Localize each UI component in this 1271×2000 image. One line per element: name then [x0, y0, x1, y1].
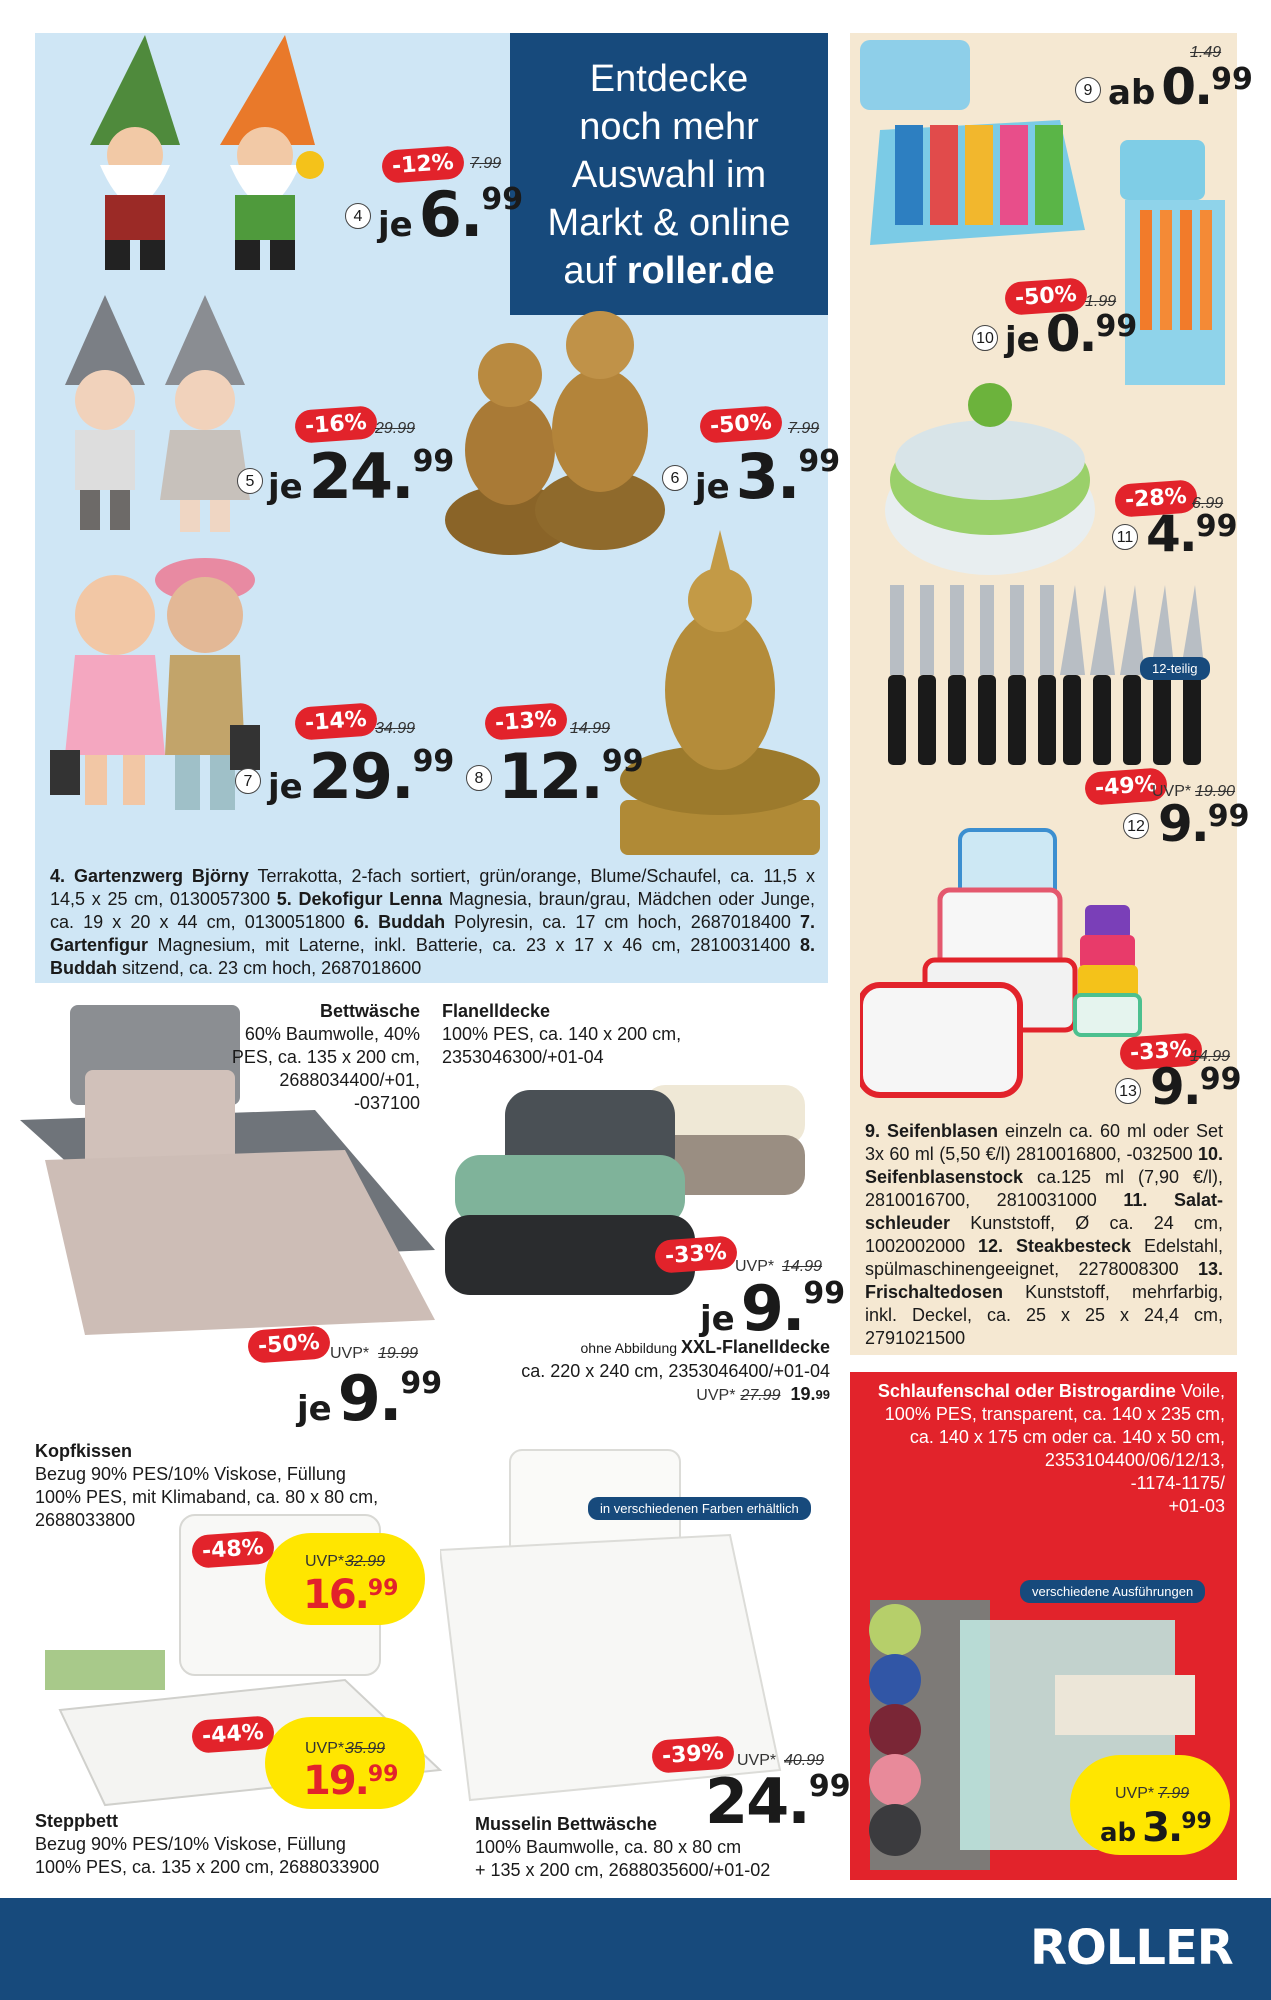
old-price: 35.99	[345, 1740, 386, 1757]
salad-spinner-image	[880, 370, 1100, 580]
old-price: 14.99	[782, 1258, 823, 1275]
bedding-label: Bettwäsche 60% Baumwolle, 40% PES, ca. 135 x 200 cm, 2688034400/+01, -037100	[231, 1001, 420, 1113]
price: je9.99	[297, 1362, 443, 1435]
old-price: 7.99	[470, 155, 502, 172]
colors-available-badge: in verschiedenen Farben erhältlich	[588, 1497, 811, 1520]
item-number: 9	[1075, 77, 1101, 103]
discount-badge: -50%	[247, 1325, 331, 1364]
banner-url: roller.de	[626, 250, 775, 292]
price: je9.99	[700, 1272, 846, 1345]
discount-badge: -44%	[191, 1715, 275, 1754]
old-price: 7.99	[1158, 1785, 1190, 1802]
old-price: 14.99	[570, 720, 611, 737]
old-price: 32.99	[345, 1553, 386, 1570]
flannel-label: Flanelldecke 100% PES, ca. 140 x 200 cm, 2353046300/+01-04	[442, 1001, 682, 1067]
curtain-label: Schlaufenschal oder Bistrogardine Voile, 100% PES, transparent, ca. 140 x 235 cm, ca. 140 x 175 cm oder ca. 140 x 50 cm, 2353104400/06/12/13, -1174-1175/ +01-03	[877, 1381, 1225, 1516]
uvp-label: UVP*	[735, 1258, 775, 1275]
item-number: 13	[1115, 1078, 1141, 1104]
set-size-badge: 12-teilig	[1140, 657, 1210, 680]
price: ab 0.99	[1108, 58, 1253, 116]
banner-line: noch mehr	[579, 106, 759, 148]
price: 24.99	[705, 1765, 851, 1838]
old-price: 7.99	[788, 420, 820, 437]
discount-badge: -28%	[1114, 479, 1198, 518]
banner-line: Entdecke	[589, 58, 749, 100]
discount-badge: -14%	[294, 702, 378, 741]
uvp-label: UVP*	[305, 1553, 345, 1570]
old-price: 1.99	[1085, 293, 1117, 310]
item-number: 8	[466, 765, 492, 791]
item-number: 10	[972, 325, 998, 351]
price: je6.99	[378, 178, 524, 251]
old-price: 6.99	[1192, 495, 1224, 512]
discount-badge: -33%	[654, 1235, 738, 1274]
price: 4.99	[1146, 505, 1238, 563]
item-number: 4	[345, 203, 371, 229]
banner-line: Markt & online	[547, 202, 791, 244]
old-price: 29.99	[375, 420, 416, 437]
old-price: 19.99	[378, 1345, 419, 1362]
bubble-display-image	[860, 40, 1100, 250]
discount-badge: -39%	[651, 1735, 735, 1774]
old-price: 34.99	[375, 720, 416, 737]
xxl-flannel-label: ohne Abbildung XXL-Flanelldecke ca. 220 x 240 cm, 2353046400/+01-04 UVP* 27.99 19.99	[521, 1337, 830, 1404]
uvp-label: UVP*	[330, 1345, 370, 1362]
item-number: 12	[1123, 813, 1149, 839]
roller-logo[interactable]: ROLLER	[1030, 1920, 1233, 1976]
price: je24.99	[268, 440, 455, 513]
old-price: 1.49	[1190, 44, 1222, 61]
price: 9.99	[1150, 1058, 1242, 1116]
item-number: 7	[235, 768, 261, 794]
discount-badge: -33%	[1119, 1032, 1203, 1071]
old-price: 40.99	[784, 1752, 825, 1769]
item-number: 6	[662, 465, 688, 491]
variants-badge: verschiedene Ausführungen	[1020, 1580, 1205, 1603]
uvp-label: UVP*	[1152, 783, 1192, 800]
garden-description: 4. Gartenzwerg Björny Terrakotta, 2-fach sortiert, grün/orange, Blume/Schaufel, ca. 11,5 x 14,5 x 25 cm, 0130057300 5. Dekofigur Lenna Magnesia, braun/grau, Mädchen oder Junge, ca. 19 x 20 x 44 cm, 0130051800 6. Buddah Polyresin, ca. 17 cm hoch, 2687018400 7. Gartenfigur Magnesium, mit Laterne, inkl. Batterie, ca. 23 x 17 x 46 cm, 2810031400 8. Buddah sitzend, ca. 23 cm hoch, 2687018600	[50, 866, 815, 978]
discount-badge: -12%	[381, 145, 465, 184]
deco-figure-image	[55, 285, 255, 540]
promo-banner[interactable]	[510, 33, 828, 315]
gnome-image	[70, 35, 340, 275]
discount-badge: -49%	[1084, 767, 1168, 806]
price: je3.99	[695, 440, 841, 513]
price: je 0.99	[1005, 305, 1138, 363]
steak-cutlery-image	[885, 585, 1215, 775]
old-price: 19.90	[1195, 783, 1236, 800]
price: 19.99	[303, 1758, 399, 1804]
uvp-label: UVP*	[737, 1752, 777, 1769]
item-number: 11	[1112, 524, 1138, 550]
discount-badge: -13%	[484, 702, 568, 741]
banner-line: Auswahl im	[571, 154, 767, 196]
pillow-label: Kopfkissen Bezug 90% PES/10% Viskose, Füllung 100% PES, mit Klimaband, ca. 80 x 80 cm, 2688033800	[35, 1441, 379, 1530]
food-containers-image	[860, 825, 1150, 1100]
price: je29.99	[268, 740, 455, 813]
price: 12.99	[498, 740, 644, 813]
discount-badge: -50%	[699, 405, 783, 444]
kitchen-description: 9. Seifenblasen einzeln ca. 60 ml oder Set 3x 60 ml (5,50 €/l) 2810016800, -032500 10. Seifenblasenstock ca.125 ml (7,90 €/l), 2810016700, 2810031000 11. Salatschleuder Kunststoff, Ø ca. 24 cm, 1002002000 12. Steakbesteck Edelstahl, spülmaschinengeeignet, 2278008300 13. Frischaltedosen Kunststoff, mehrfarbig, inkl. Deckel, ca. 25 x 25 x 24,4 cm, 2791021500	[865, 1121, 1224, 1348]
price: 16.99	[303, 1572, 399, 1618]
item-number: 5	[237, 468, 263, 494]
discount-badge: -48%	[191, 1530, 275, 1569]
old-price: 14.99	[1190, 1048, 1231, 1065]
buddha-pair-image	[440, 300, 670, 560]
duvet-label: Steppbett Bezug 90% PES/10% Viskose, Füllung 100% PES, ca. 135 x 200 cm, 2688033900	[35, 1811, 380, 1877]
uvp-label: UVP*	[1115, 1785, 1155, 1802]
discount-badge: -16%	[294, 405, 378, 444]
price: ab 3.99	[1100, 1805, 1212, 1851]
uvp-label: UVP*	[305, 1740, 345, 1757]
price: 9.99	[1158, 795, 1250, 853]
banner-line: auf roller.de	[563, 250, 775, 292]
discount-badge: -50%	[1004, 277, 1088, 316]
musselin-label: Musselin Bettwäsche 100% Baumwolle, ca. 80 x 80 cm + 135 x 200 cm, 2688035600/+01-02	[475, 1814, 771, 1880]
